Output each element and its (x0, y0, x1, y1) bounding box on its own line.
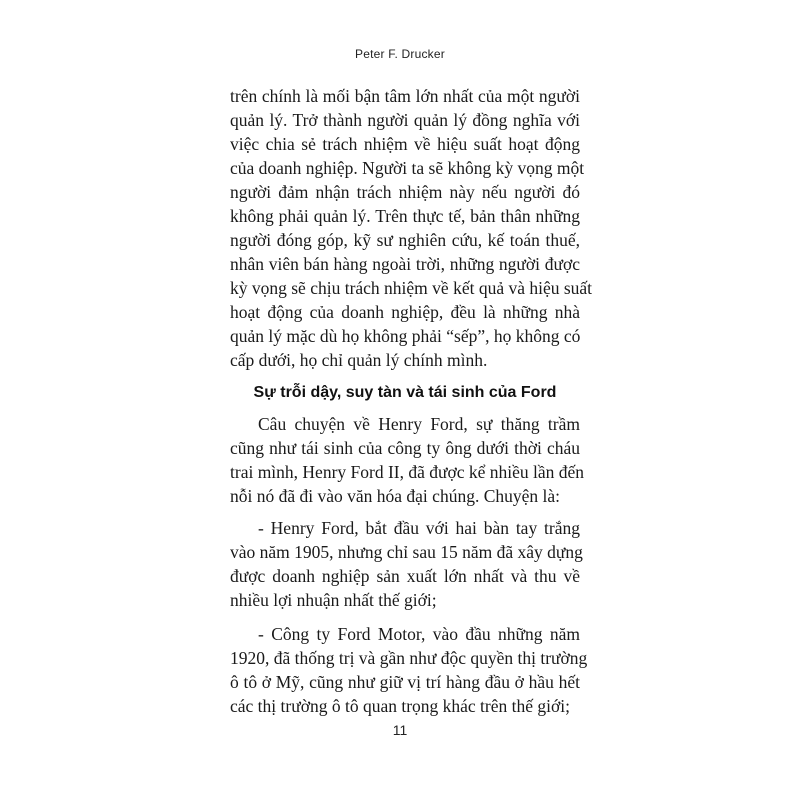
body-line: vào năm 1905, nhưng chỉ sau 15 năm đã xây dựng (230, 542, 583, 562)
body-line: cũng như tái sinh của công ty ông dưới thời cháu (230, 438, 580, 458)
body-line: ô tô ở Mỹ, cũng như giữ vị trí hàng đầu ở hầu hết (230, 672, 580, 692)
body-line: trên chính là mối bận tâm lớn nhất của một người (230, 86, 580, 106)
body-line: người đóng góp, kỹ sư nghiên cứu, kế toán thuế, (230, 230, 580, 250)
body-line: nỗi nó đã đi vào văn hóa đại chúng. Chuyện là: (230, 486, 560, 506)
section-heading: Sự trỗi dậy, suy tàn và tái sinh của Ford (253, 384, 557, 401)
body-line: nhiều lợi nhuận nhất thế giới; (230, 590, 437, 610)
body-line: Câu chuyện về Henry Ford, sự thăng trầm (258, 414, 580, 434)
body-line: cấp dưới, họ chỉ quản lý chính mình. (230, 350, 488, 370)
body-line: được doanh nghiệp sản xuất lớn nhất và thu về (230, 566, 580, 586)
body-line: việc chia sẻ trách nhiệm về hiệu suất hoạt động (230, 134, 580, 154)
running-header: Peter F. Drucker (355, 47, 445, 61)
body-line: không phải quản lý. Trên thực tế, bản thân những (230, 206, 580, 226)
body-line: kỳ vọng sẽ chịu trách nhiệm về kết quả và hiệu suất (230, 278, 593, 298)
body-line: - Henry Ford, bắt đầu với hai bàn tay trắng (258, 518, 580, 538)
body-line: 1920, đã thống trị và gần như độc quyền thị trường (230, 648, 588, 668)
body-line: quản lý. Trở thành người quản lý đồng nghĩa với (230, 110, 580, 130)
body-line: - Công ty Ford Motor, vào đầu những năm (258, 624, 580, 644)
body-line: của doanh nghiệp. Người ta sẽ không kỳ vọng một (230, 158, 585, 178)
body-line: trai mình, Henry Ford II, đã được kể nhiều lần đến (230, 462, 585, 482)
body-line: các thị trường ô tô quan trọng khác trên thế giới; (230, 696, 570, 716)
body-line: hoạt động của doanh nghiệp, đều là những nhà (230, 302, 580, 322)
body-line: người đảm nhận trách nhiệm này nếu người đó (230, 182, 580, 202)
body-line: quản lý mặc dù họ không phải “sếp”, họ không có (230, 326, 581, 346)
page-number: 11 (392, 722, 408, 738)
body-line: nhân viên bán hàng ngoài trời, những người được (230, 254, 580, 274)
